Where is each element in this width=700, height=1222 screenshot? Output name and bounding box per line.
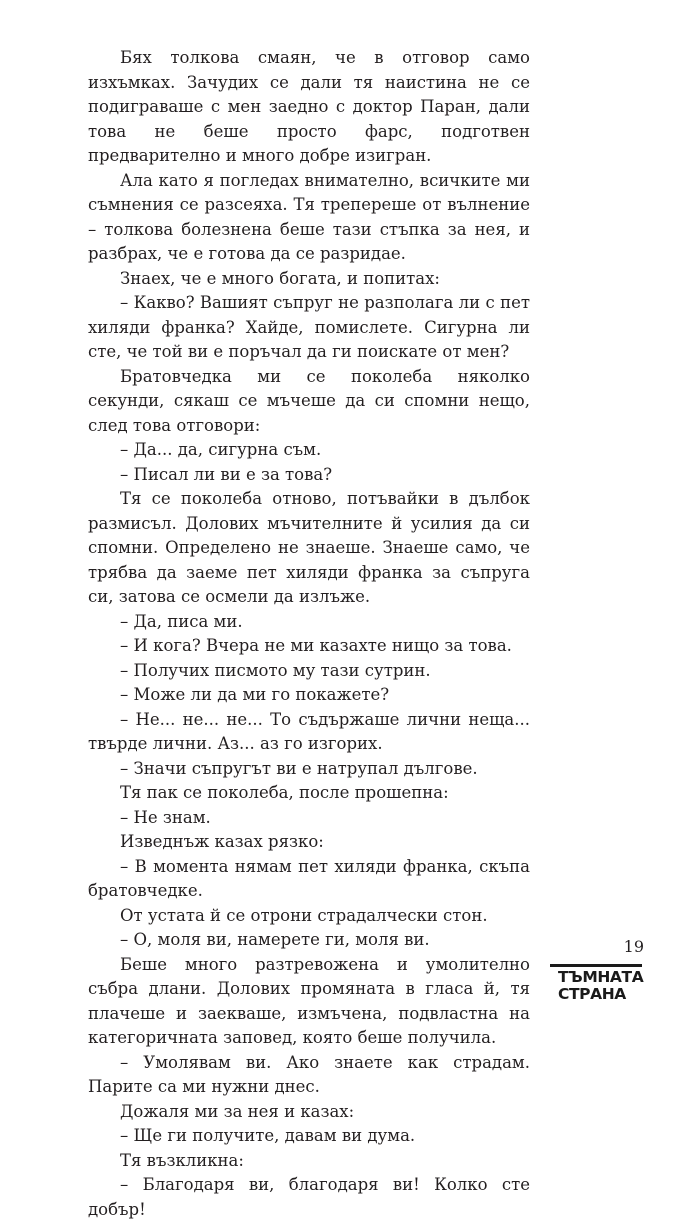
paragraph: – Не знам.	[120, 807, 211, 827]
body-text	[88, 46, 530, 1222]
paragraph: От устата й се отрони страдалчески стон.	[120, 905, 488, 925]
paragraph: Бях толкова смаян, че в отговор само изхъмках. Зачудих се дали тя наистина не се подиграваше с мен заедно с доктор Паран, дали това не беше просто фарс, подготвен предварително и много добре изигран.	[88, 48, 530, 165]
logo-bar	[550, 964, 642, 967]
paragraph: – И кога? Вчера не ми казахте нищо за това.	[120, 636, 512, 655]
paragraph: – Ще ги получите, давам ви дума.	[120, 1126, 416, 1145]
page-number: 19	[623, 937, 644, 956]
paragraph: – Писал ли ви е за това?	[120, 464, 333, 484]
paragraph: – Значи съпругът ви е натрупал дългове.	[120, 758, 478, 778]
paragraph: Изведнъж казах рязко:	[120, 832, 324, 851]
paragraph: – Умолявам ви. Ако знаете как страдам. Парите са ми нужни днес.	[88, 1052, 530, 1096]
paragraph: – Може ли да ми го покажете?	[120, 685, 390, 704]
paragraph: – О, моля ви, намерете ги, моля ви.	[120, 930, 430, 949]
series-logo-line1: ТЪМНАТА	[558, 968, 644, 986]
paragraph: – Благодаря ви, благодаря ви! Колко сте добър!	[88, 1175, 530, 1219]
paragraph: Тя възкликна:	[120, 1150, 244, 1170]
paragraph: Тя пак се поколеба, после прошепна:	[120, 783, 449, 802]
paragraph: – Да... да, сигурна съм.	[120, 440, 322, 459]
paragraph: – Получих писмото му тази сутрин.	[120, 660, 431, 680]
paragraph: – Какво? Вашият съпруг не разполага ли с пет хиляди франка? Хайде, помислете. Сигурна ли сте, че той ви е поръчал да ги поискате от мен?	[88, 293, 530, 361]
paragraph: Тя се поколеба отново, потъвайки в дълбок размисъл. Долових мъчителните й усилия да си спомни. Определено не знаеше. Знаеше само, че трябва да заеме пет хиляди франка за съпруга си, затова се осмели да излъже.	[88, 489, 530, 606]
series-logo	[550, 964, 644, 1003]
paragraph: Знаех, че е много богата, и попитах:	[120, 268, 440, 288]
paragraph: – Не... не... не... То съдържаше лични неща... твърде лични. Аз... аз го изгорих.	[88, 709, 530, 753]
paragraph: Беше много разтревожена и умолително събра длани. Долових промяната в гласа й, тя плачеше и заекваше, измъчена, подвластна на категоричната заповед, която беше получила.	[88, 954, 530, 1047]
paragraph: – Да, писа ми.	[120, 611, 243, 631]
series-logo-line2: СТРАНА	[558, 985, 626, 1003]
paragraph: Ала като я погледах внимателно, всичките ми съмнения се разсеяха. Тя трепереше от вълнение – толкова болезнена беше тази стъпка за нея, и разбрах, че е готова да се разридае.	[88, 170, 530, 263]
paragraph: Дожаля ми за нея и казах:	[120, 1101, 355, 1121]
paragraph: Братовчедка ми се поколеба няколко секунди, сякаш се мъчеше да си спомни нещо, след това отговори:	[88, 366, 530, 435]
paragraph: – В момента нямам пет хиляди франка, скъпа братовчедке.	[88, 856, 530, 900]
